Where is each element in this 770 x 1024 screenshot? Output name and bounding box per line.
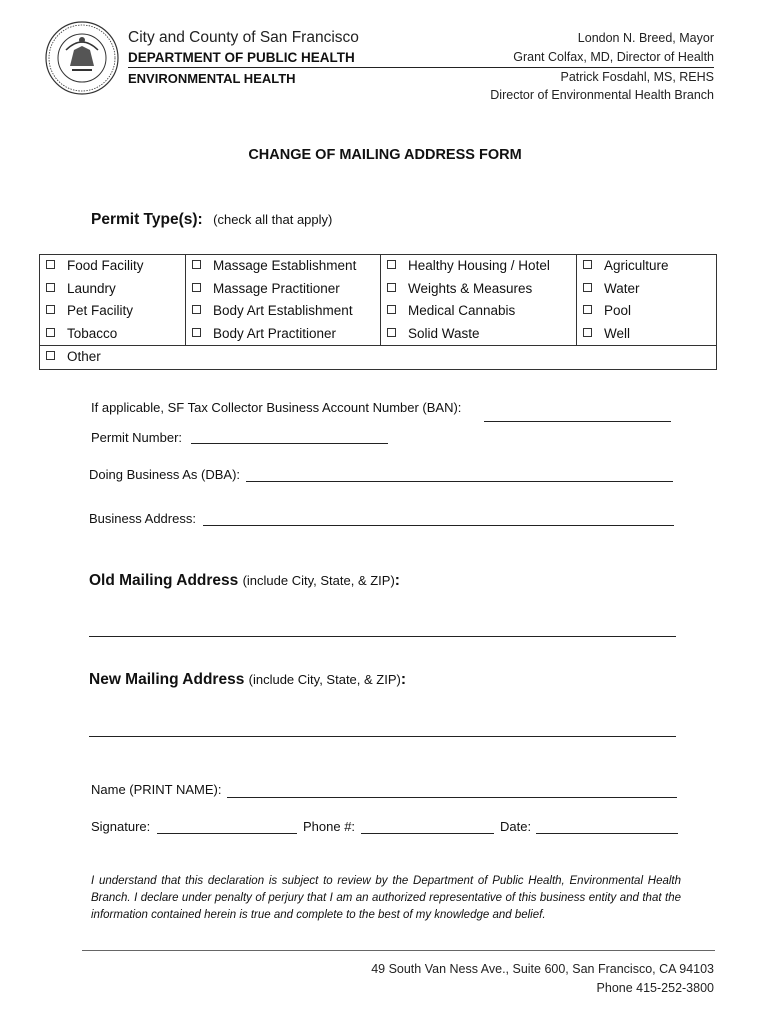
- checkbox-icon[interactable]: [387, 328, 396, 337]
- date-input-line[interactable]: [536, 833, 678, 834]
- old-address-input-line[interactable]: [89, 636, 676, 637]
- checkbox-icon[interactable]: [192, 260, 201, 269]
- permit-type-heading: [91, 211, 332, 229]
- header-divider: [128, 67, 714, 68]
- checkbox-icon[interactable]: [46, 260, 55, 269]
- permit-type-label: Permit Type(s):: [91, 211, 203, 228]
- permit-option-pool[interactable]: Pool: [583, 300, 710, 323]
- header-director: Grant Colfax, MD, Director of Health: [513, 50, 714, 64]
- phone-label: Phone #:: [303, 819, 356, 834]
- checkbox-icon[interactable]: [583, 305, 592, 314]
- checkbox-icon[interactable]: [46, 351, 55, 360]
- footer-phone: Phone 415-252-3800: [596, 981, 714, 995]
- permit-option-solid-waste[interactable]: Solid Waste: [387, 323, 570, 346]
- ban-label: If applicable, SF Tax Collector Business Account Number (BAN):: [91, 400, 462, 415]
- date-label: Date:: [500, 819, 532, 834]
- checkbox-icon[interactable]: [192, 283, 201, 292]
- checkbox-icon[interactable]: [387, 260, 396, 269]
- permit-option-body-art-practitioner[interactable]: Body Art Practitioner: [192, 323, 374, 346]
- header-division: ENVIRONMENTAL HEALTH: [128, 71, 296, 86]
- permit-number-label: Permit Number:: [91, 430, 183, 445]
- permit-option-healthy-housing[interactable]: Healthy Housing / Hotel: [387, 255, 570, 278]
- permit-option-pet-facility[interactable]: Pet Facility: [46, 300, 179, 323]
- permit-type-table: [39, 254, 717, 370]
- checkbox-icon[interactable]: [192, 305, 201, 314]
- header-city: City and County of San Francisco: [128, 29, 359, 46]
- permit-option-food-facility[interactable]: Food Facility: [46, 255, 179, 278]
- signature-label: Signature:: [91, 819, 151, 834]
- old-address-heading: Old Mailing Address (include City, State, & ZIP):: [89, 572, 400, 589]
- ban-input-line[interactable]: [484, 421, 671, 422]
- new-address-input-line[interactable]: [89, 736, 676, 737]
- permit-option-massage-establishment[interactable]: Massage Establishment: [192, 255, 374, 278]
- checkbox-icon[interactable]: [192, 328, 201, 337]
- permit-type-note: (check all that apply): [213, 212, 333, 227]
- footer-divider: [82, 950, 715, 951]
- checkbox-icon[interactable]: [583, 260, 592, 269]
- checkbox-icon[interactable]: [583, 328, 592, 337]
- business-address-input-line[interactable]: [203, 525, 674, 526]
- permit-option-body-art-establishment[interactable]: Body Art Establishment: [192, 300, 374, 323]
- permit-number-input-line[interactable]: [191, 443, 388, 444]
- checkbox-icon[interactable]: [46, 328, 55, 337]
- form-title: CHANGE OF MAILING ADDRESS FORM: [248, 147, 522, 163]
- permit-option-tobacco[interactable]: Tobacco: [46, 323, 179, 346]
- checkbox-icon[interactable]: [46, 283, 55, 292]
- dba-label: Doing Business As (DBA):: [89, 467, 241, 482]
- declaration-text: I understand that this declaration is subject to review by the Department of Public Health, Environmental Health Branch. I declare under penalty of perjury that I am an authorized representative of this business entity and that the information contained herein is true and complete to the best of my knowledge and belief.: [91, 875, 681, 921]
- header-eh-director-title: Director of Environmental Health Branch: [490, 88, 714, 102]
- permit-option-weights-measures[interactable]: Weights & Measures: [387, 278, 570, 301]
- header-mayor: London N. Breed, Mayor: [577, 31, 714, 45]
- permit-option-water[interactable]: Water: [583, 278, 710, 301]
- permit-option-massage-practitioner[interactable]: Massage Practitioner: [192, 278, 374, 301]
- new-address-heading: New Mailing Address (include City, State, & ZIP):: [89, 671, 407, 688]
- checkbox-icon[interactable]: [46, 305, 55, 314]
- permit-option-laundry[interactable]: Laundry: [46, 278, 179, 301]
- name-label: Name (PRINT NAME):: [91, 782, 222, 797]
- permit-option-well[interactable]: Well: [583, 323, 710, 346]
- checkbox-icon[interactable]: [387, 305, 396, 314]
- checkbox-icon[interactable]: [583, 283, 592, 292]
- signature-input-line[interactable]: [157, 833, 297, 834]
- name-input-line[interactable]: [227, 797, 677, 798]
- permit-option-agriculture[interactable]: Agriculture: [583, 255, 710, 278]
- city-seal-logo: [44, 20, 120, 96]
- business-address-label: Business Address:: [89, 511, 196, 526]
- header-eh-director-name: Patrick Fosdahl, MS, REHS: [560, 70, 714, 84]
- phone-input-line[interactable]: [361, 833, 494, 834]
- permit-option-other[interactable]: Other: [46, 346, 710, 369]
- checkbox-icon[interactable]: [387, 283, 396, 292]
- dba-input-line[interactable]: [246, 481, 673, 482]
- permit-option-medical-cannabis[interactable]: Medical Cannabis: [387, 300, 570, 323]
- header-department: DEPARTMENT OF PUBLIC HEALTH: [128, 50, 355, 65]
- footer-address: 49 South Van Ness Ave., Suite 600, San Francisco, CA 94103: [371, 962, 714, 976]
